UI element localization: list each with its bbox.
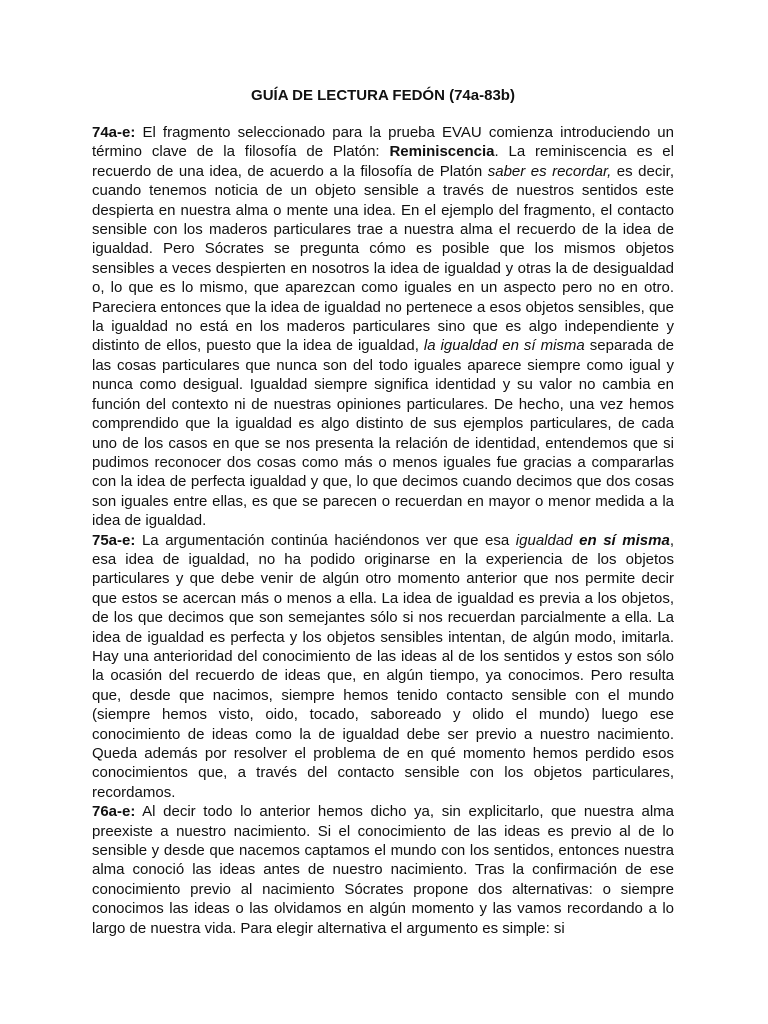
text-run: El fragmento seleccionado para la prueba EVAU comienza introduciendo un término clave de la filosofía de Platón: xyxy=(92,124,674,161)
text-run: . La reminiscencia es el recuerdo de una idea, de acuerdo a la filosofía de Platón xyxy=(92,143,674,180)
paragraph-75a-e xyxy=(92,531,674,803)
bold-italic-phrase: en sí misma xyxy=(579,531,670,549)
paragraph-74a-e xyxy=(92,123,674,531)
document-title: GUÍA DE LECTURA FEDÓN (74a-83b) xyxy=(251,87,515,104)
text-run: Al decir todo lo anterior hemos dicho ya, sin explicitarlo, que nuestra alma preexiste a nuestro nacimiento. Si el conocimiento de las ideas es previo al de lo sensible y desde que nacemos captamos el mundo con los sentidos, entonces nuestra alma conoció las ideas antes de nuestro nacimiento. Tras la confirmación de ese conocimiento previo al nacimiento Sócrates propone dos alternativas: o siempre conocimos las ideas o las olvidamos en algún momento y las vamos recordando a lo largo de nuestra vida. Para elegir alternativa el argumento es simple: si xyxy=(92,803,674,937)
section-marker-75a-e: 75a-e: xyxy=(92,531,136,549)
italic-phrase: saber es recordar, xyxy=(487,162,612,180)
section-marker-74a-e: 74a-e: xyxy=(92,124,136,141)
text-run: La argumentación continúa haciéndonos ver que esa xyxy=(135,531,516,549)
text-run: es decir, cuando tenemos noticia de un objeto sensible a través de nuestros sentidos este despierta en nuestra alma o mente una idea. En el ejemplo del fragmento, el contacto sensible con los maderos particulares trae a nuestra alma el recuerdo de la idea de igualdad. Pero Sócrates se pregunta cómo es posible que los mismos objetos sensibles a veces despierten en nosotros la idea de igualdad y otras la de desigualdad o, lo que es lo mismo, que aparezcan como iguales en un aspecto pero no en otro. Pareciera entonces que la idea de igualdad no pertenece a esos objetos sensibles, que la igualdad no está en los maderos particulares sino que es algo independiente y distinto de ellos, puesto que la idea de igualdad, xyxy=(92,162,674,355)
text-run: separada de las cosas particulares que nunca son del todo iguales aparece siempre como igual y nunca como desigual. Igualdad siempre significa identidad y su valor no cambia en función del contexto ni de nuestras opiniones particulares. De hecho, una vez hemos comprendido que la igualdad es algo distinto de sus ejemplos particulares, de cada uno de los casos en que se nos presenta la relación de identidad, entendemos que si pudimos reconocer dos cosas como más o menos iguales fue gracias a compararlas con la idea de perfecta igualdad y que, lo que decimos cuando decimos que dos cosas son iguales entre ellas, es que se parecen o recuerdan en mayor o menor medida a la idea de igualdad. xyxy=(92,337,674,530)
paragraph-76a-e xyxy=(92,802,674,938)
bold-term-reminiscencia: Reminiscencia xyxy=(389,143,495,161)
text-run: , esa idea de igualdad, no ha podido originarse en la experiencia de los objetos particulares y que debe venir de algún otro momento anterior que nos permite decir que estos se acercan más o menos a ella. La idea de igualdad es previa a los objetos, de los que decimos que son semejantes sólo si nos recuerdan parcialmente a ella. La idea de igualdad es perfecta y los objetos sensibles intentan, de algún modo, imitarla. Hay una anterioridad del conocimiento de las ideas al de los sentidos y estos son sólo la ocasión del recuerdo de ideas que, en algún tiempo, ya conocimos. Pero resulta que, desde que nacimos, siempre hemos tenido contacto sensible con el mundo (siempre hemos visto, oido, tocado, saboreado y olido el mundo) luego ese conocimiento de ideas como la de igualdad debe ser previo a nuestro nacimiento. Queda además por resolver el problema de en qué momento hemos perdido esos conocimientos que, a través del contacto sensible con los objetos particulares, recordamos. xyxy=(92,531,674,801)
italic-phrase: la igualdad en sí misma xyxy=(423,337,585,355)
italic-phrase: igualdad xyxy=(515,531,573,549)
section-marker-76a-e: 76a-e: xyxy=(92,803,136,821)
